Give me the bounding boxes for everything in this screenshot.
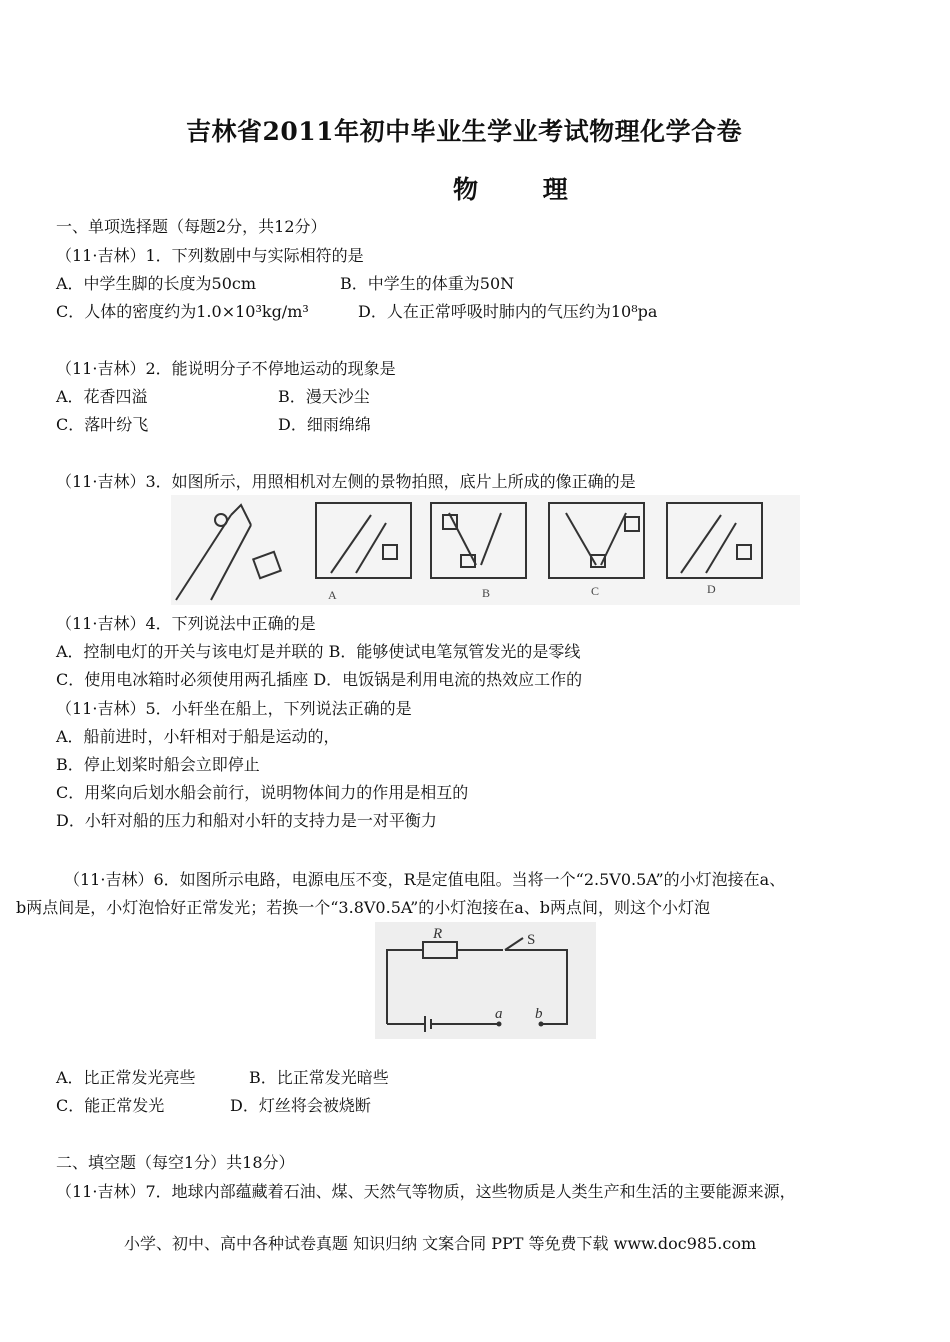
q1-option-d: D．人在正常呼吸时肺内的气压约为10⁸pa	[358, 302, 658, 321]
q4-stem: （11·吉林）4．下列说法中正确的是	[56, 614, 316, 633]
q3-label-a: A	[328, 588, 337, 602]
q7-stem: （11·吉林）7．地球内部蕴藏着石油、煤、天然气等物质，这些物质是人类生产和生活的主要能源来源，	[56, 1182, 796, 1201]
q3-label-b: B	[482, 586, 491, 600]
circuit-label-a: a	[495, 1006, 503, 1022]
section2-heading: 二、填空题（每空1分）共18分）	[56, 1153, 295, 1172]
page-title: 吉林省2011年初中毕业生学业考试物理化学合卷	[186, 117, 743, 146]
page-footer: 小学、初中、高中各种试卷真题 知识归纳 文案合同 PPT 等免费下载 www.doc985.com	[124, 1234, 757, 1253]
q4-options-cd: C．使用电冰箱时必须使用两孔插座 D．电饭锅是利用电流的热效应工作的	[56, 670, 583, 689]
q2-option-c: C．落叶纷飞	[56, 415, 149, 434]
page-subtitle: 物 理	[453, 175, 596, 204]
circuit-label-r: R	[433, 926, 443, 942]
q6-stem-line1: （11·吉林）6．如图所示电路，电源电压不变，R是定值电阻。当将一个“2.5V0.5A”的小灯泡接在a、	[64, 870, 786, 889]
q6-option-d: D．灯丝将会被烧断	[230, 1096, 371, 1115]
section1-heading: 一、单项选择题（每题2分，共12分）	[56, 217, 327, 236]
q2-option-d: D．细雨绵绵	[278, 415, 371, 434]
q5-option-b: B．停止划桨时船会立即停止	[56, 755, 260, 774]
q1-option-c: C．人体的密度约为1.0×10³kg/m³	[56, 302, 309, 321]
q1-option-b: B．中学生的体重为50N	[340, 274, 515, 293]
q6-stem-line2: b两点间是，小灯泡恰好正常发光；若换一个“3.8V0.5A”的小灯泡接在a、b两点间，则这个小灯泡	[16, 898, 711, 917]
q3-stem: （11·吉林）3．如图所示，用照相机对左侧的景物拍照，底片上所成的像正确的是	[56, 472, 636, 491]
circuit-label-s: S	[527, 932, 536, 948]
q5-option-d: D．小轩对船的压力和船对小轩的支持力是一对平衡力	[56, 811, 437, 830]
q3-camera-figure	[171, 495, 800, 605]
q2-option-a: A．花香四溢	[56, 387, 148, 406]
q6-option-c: C．能正常发光	[56, 1096, 165, 1115]
circuit-label-b: b	[535, 1006, 543, 1022]
q5-stem: （11·吉林）5．小轩坐在船上，下列说法正确的是	[56, 699, 412, 718]
q3-label-d: D	[707, 582, 716, 596]
q6-option-b: B．比正常发光暗些	[249, 1068, 389, 1087]
q1-stem: （11·吉林）1．下列数剧中与实际相符的是	[56, 246, 364, 265]
q6-circuit-figure	[375, 922, 596, 1039]
q2-stem: （11·吉林）2．能说明分子不停地运动的现象是	[56, 359, 396, 378]
q5-option-c: C．用桨向后划水船会前行，说明物体间力的作用是相互的	[56, 783, 469, 802]
q6-option-a: A．比正常发光亮些	[56, 1068, 196, 1087]
q2-option-b: B．漫天沙尘	[278, 387, 370, 406]
q1-option-a: A．中学生脚的长度为50cm	[56, 274, 257, 293]
q5-option-a: A．船前进时，小轩相对于船是运动的，	[56, 727, 340, 746]
q3-label-c: C	[591, 584, 600, 598]
q4-options-ab: A．控制电灯的开关与该电灯是并联的 B．能够使试电笔氖管发光的是零线	[56, 642, 581, 661]
